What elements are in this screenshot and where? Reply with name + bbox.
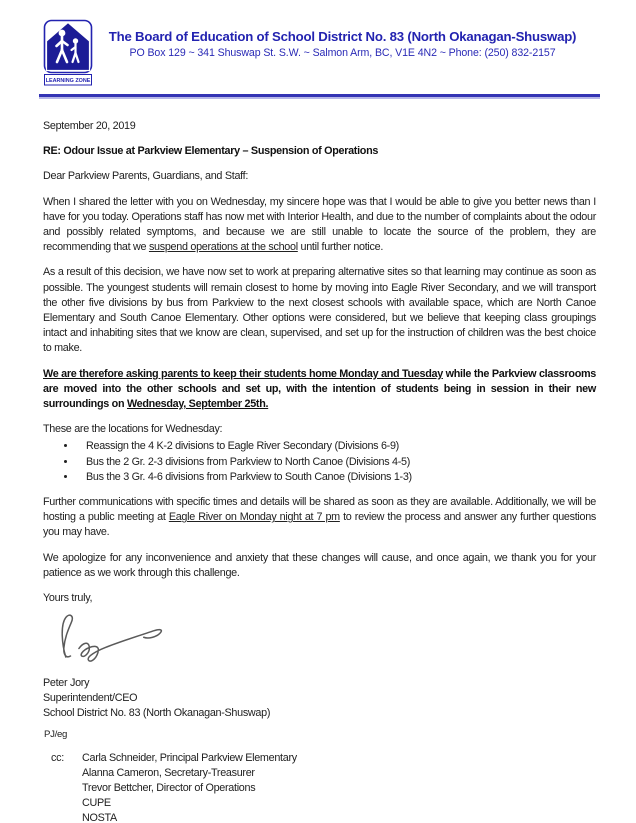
school-zone-logo-icon <box>43 19 93 89</box>
salutation: Dear Parkview Parents, Guardians, and Staff: <box>43 170 249 183</box>
paragraph-1 <box>43 195 596 256</box>
cc-block <box>43 751 596 823</box>
paragraph-1-end: until further notice. <box>297 241 384 254</box>
locations-list <box>43 439 596 485</box>
paragraph-3 <box>43 367 596 413</box>
paragraph-4-text: Further communications with specific times and details will be shared as soon as they are available. Additionally, we will be hosting a public meeting at <box>43 496 596 524</box>
cc-recipient: Alanna Cameron, Secretary-Treasurer <box>82 767 255 780</box>
letter-body <box>43 119 596 823</box>
paragraph-2: As a result of this decision, we have now set to work at preparing alternative sites so that learning may continue as soon as possible. The youngest students will remain closest to home by moving into Eagle River Secondary, and we will transport the other five divisions by bus from Parkview to the next closest schools with available space, which are North Canoe Elementary and South Canoe Elementary. Other options were considered, but we believe that keeping class groupings intact and inhabiting sites that we know are clean, supervised, and set up for the instruction of children was the best choice to make. <box>43 266 596 355</box>
paragraph-5: We apologize for any inconvenience and anxiety that these changes will cause, and once again, we thank you for your patience as we work through this challenge. <box>43 551 596 579</box>
paragraph-4-underlined: Eagle River on Monday night at 7 pm <box>168 511 340 524</box>
cc-recipient: Carla Schneider, Principal Parkview Elementary <box>82 752 297 765</box>
cc-recipient: CUPE <box>82 797 111 810</box>
paragraph-4-end: to review the process and answer any further questions you may have. <box>43 511 597 539</box>
paragraph-4 <box>43 495 596 541</box>
handwritten-signature-icon <box>49 610 184 672</box>
org-address: PO Box 129 ~ 341 Shuswap St. S.W. ~ Salmon Arm, BC, V1E 4N2 ~ Phone: (250) 832-2157 <box>129 47 556 59</box>
signature-block <box>43 676 596 721</box>
cc-list <box>82 751 297 823</box>
cc-label: cc: <box>51 752 64 765</box>
paragraph-3-underlined-1: We are therefore asking parents to keep their students home Monday and Tuesday <box>43 367 443 380</box>
location-item: • Bus the 2 Gr. 2-3 divisions from Parkview to North Canoe (Divisions 4-5) <box>77 455 596 470</box>
typist-initials: PJ/eg <box>44 729 68 741</box>
location-item: • Reassign the 4 K-2 divisions to Eagle River Secondary (Divisions 6-9) <box>77 439 596 454</box>
letterhead-text <box>93 16 596 59</box>
org-name: The Board of Education of School District No. 83 (North Okanagan-Shuswap) <box>108 29 577 44</box>
cc-recipient: NOSTA <box>82 812 117 823</box>
header-divider <box>39 94 600 99</box>
location-item: • Bus the 3 Gr. 4-6 divisions from Parkview to South Canoe (Divisions 1-3) <box>77 470 596 485</box>
paragraph-1-underlined: suspend operations at the school <box>148 241 298 254</box>
letter-date: September 20, 2019 <box>43 120 136 132</box>
signature <box>49 610 596 674</box>
signer-org: School District No. 83 (North Okanagan-Shuswap) <box>43 707 271 720</box>
letterhead <box>43 16 596 89</box>
subject-line: RE: Odour Issue at Parkview Elementary – Suspension of Operations <box>43 145 379 158</box>
paragraph-3-middle: while the Parkview classrooms are moved into the other schools and set up, with the intention of students being in session in their new surroundings on <box>43 367 596 411</box>
locations-intro: These are the locations for Wednesday: <box>43 423 223 436</box>
signer-title: Superintendent/CEO <box>43 692 138 705</box>
closing: Yours truly, <box>43 592 93 605</box>
paragraph-3-underlined-2: Wednesday, September 25th. <box>126 398 269 411</box>
cc-recipient: Trevor Bettcher, Director of Operations <box>82 782 256 795</box>
logo-caption: LEARNING ZONE <box>45 78 91 84</box>
signer-name: Peter Jory <box>43 677 90 690</box>
paragraph-1-text: When I shared the letter with you on Wednesday, my sincere hope was that I would be able to give you better news than I have for you today. Operations staff has now met with Interior Health, and due to the number of complaints about the odour and possibly related symptoms, and because we are still unable to locate the source of the problem, they are recommending that we <box>43 195 596 254</box>
